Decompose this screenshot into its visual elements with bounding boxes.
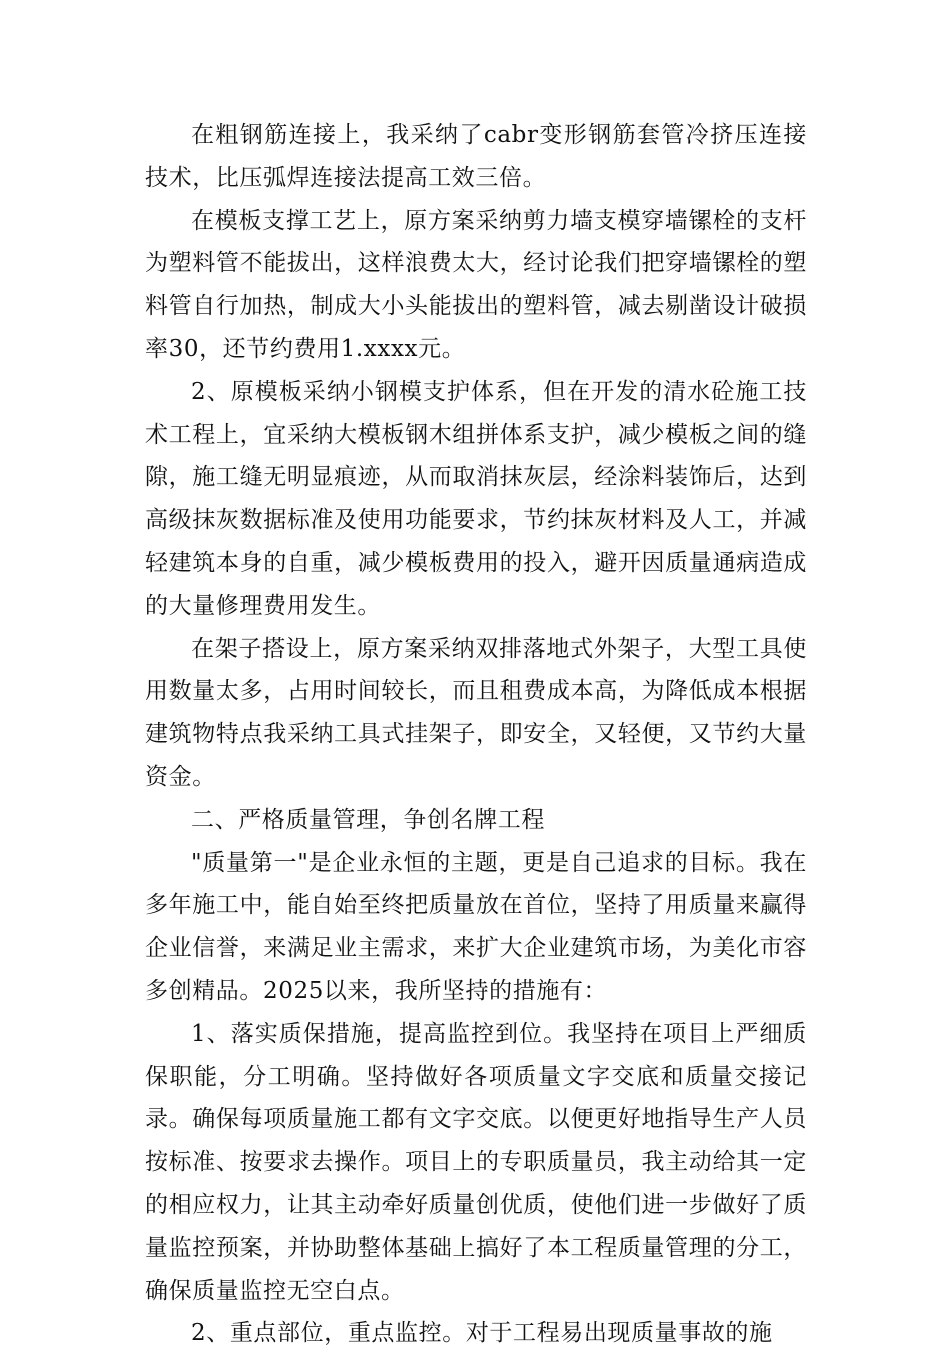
paragraph-scaffolding: 在架子搭设上，原方案采纳双排落地式外架子，大型工具使用数量太多，占用时间较长，而且租费成本高，为降低成本根据建筑物特点我采纳工具式挂架子，即安全，又轻便，又节约大量资金。 (145, 635, 807, 790)
paragraph-steel-connection: 在粗钢筋连接上，我采纳了cabr变形钢筋套管冷挤压连接技术，比压弧焊连接法提高工效三倍。 (145, 122, 807, 191)
paragraph-formwork-system: 2、原模板采纳小钢模支护体系，但在开发的清水砼施工技术工程上，宜采纳大模板钢木组拼体系支护，减少模板之间的缝隙，施工缝无明显痕迹，从而取消抹灰层，经涂料装饰后，达到高级抹灰数据标准及使用功能要求，节约抹灰材料及人工，并减轻建筑本身的自重，减少模板费用的投入，避开因质量通病造成的大量修理费用发生。 (145, 378, 807, 619)
section-heading-quality: 二、严格质量管理，争创名牌工程 (191, 806, 545, 833)
document-body (145, 114, 807, 1355)
paragraph-key-monitoring: 2、重点部位，重点监控。对于工程易出现质量事故的施 (191, 1320, 773, 1347)
paragraph-quality-first: "质量第一"是企业永恒的主题，更是自己追求的目标。我在多年施工中，能自始至终把质量放在首位，坚持了用质量来赢得企业信誉，来满足业主需求，来扩大企业建筑市场，为美化市容多创精品。2025以来，我所坚持的措施有： (145, 849, 807, 1004)
paragraph-quality-measures: 1、落实质保措施，提高监控到位。我坚持在项目上严细质保职能，分工明确。坚持做好各项质量文字交底和质量交接记录。确保每项质量施工都有文字交底。以便更好地指导生产人员按标准、按要求去操作。项目上的专职质量员，我主动给其一定的相应权力，让其主动牵好质量创优质，使他们进一步做好了质量监控预案，并协助整体基础上搞好了本工程质量管理的分工，确保质量监控无空白点。 (145, 1020, 807, 1304)
paragraph-formwork-support: 在模板支撑工艺上，原方案采纳剪力墙支模穿墙镙栓的支杆为塑料管不能拔出，这样浪费太大，经讨论我们把穿墙镙栓的塑料管自行加热，制成大小头能拔出的塑料管，减去剔凿设计破损率30，还节约费用1.xxxx元。 (145, 207, 807, 362)
